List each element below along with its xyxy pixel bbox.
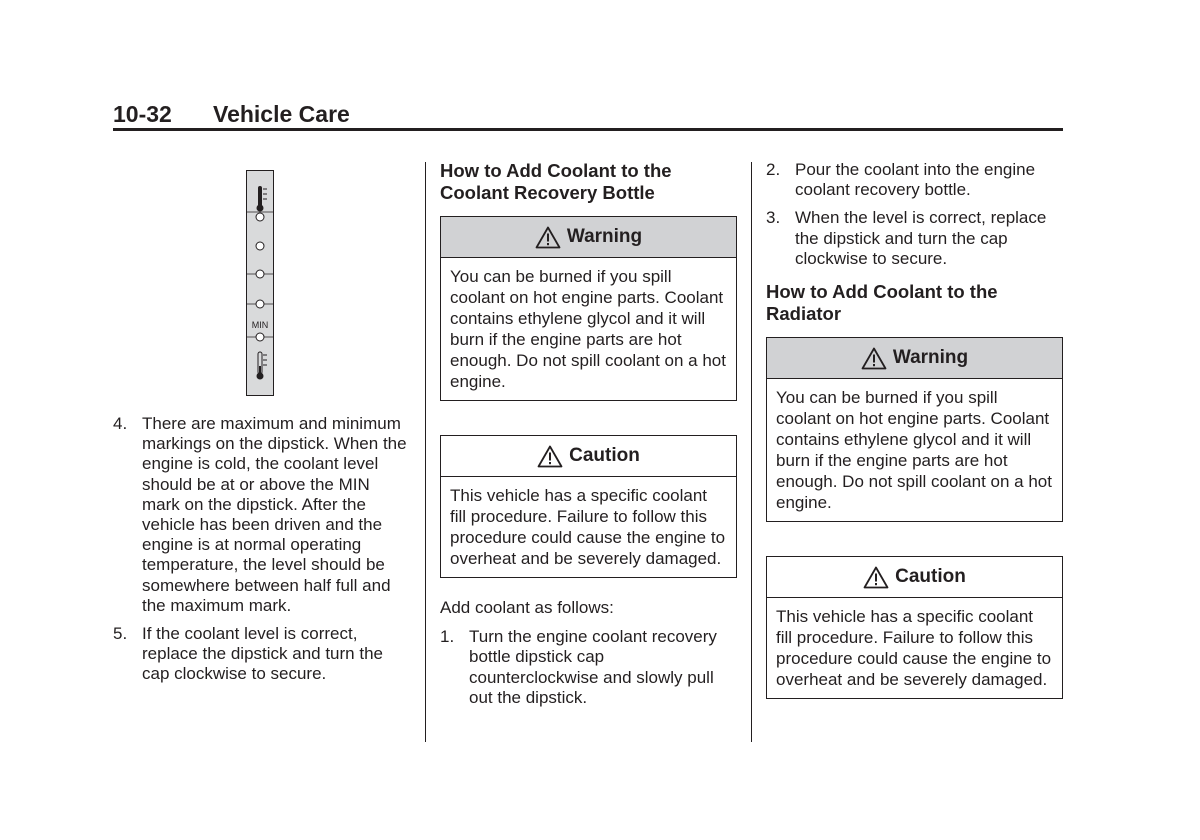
column-3 <box>766 160 1063 733</box>
warning-header <box>767 338 1062 379</box>
list-item-number: 1. <box>440 627 455 647</box>
caution-triangle-icon <box>863 566 889 589</box>
min-mark-label: MIN <box>251 320 269 330</box>
header-rule <box>113 128 1063 131</box>
warning-body: You can be burned if you spill coolant on hot engine parts. Coolant contains ethylene glycol and it will burn if the engine parts are hot enough. Do not spill coolant on a hot engine. <box>450 267 726 391</box>
dipstick-illustration <box>246 170 274 396</box>
column-2 <box>440 160 737 716</box>
steps-list-col1 <box>113 414 408 685</box>
caution-body: This vehicle has a specific coolant fill procedure. Failure to follow this procedure could cause the engine to overheat and be severely damaged. <box>776 607 1052 690</box>
list-item-text: Turn the engine coolant recovery bottle dipstick cap counterclockwise and slowly pull out the dipstick. <box>469 627 717 707</box>
caution-box <box>766 556 1063 699</box>
list-item-number: 4. <box>113 414 128 433</box>
warning-box <box>440 216 737 401</box>
section-title: Vehicle Care <box>213 101 350 127</box>
section-heading-recovery-bottle: How to Add Coolant to the Coolant Recovery Bottle <box>440 160 672 203</box>
list-item-text: Pour the coolant into the engine coolant recovery bottle. <box>795 160 1036 200</box>
warning-triangle-icon <box>861 347 887 370</box>
page-header <box>113 101 1063 131</box>
warning-title: Warning <box>892 347 969 369</box>
warning-triangle-icon <box>535 226 561 249</box>
column-divider-2 <box>751 162 752 742</box>
warning-box <box>766 337 1063 522</box>
list-item <box>440 627 737 708</box>
caution-header <box>767 557 1062 598</box>
list-item <box>113 624 408 685</box>
list-item <box>766 160 1063 200</box>
list-item-number: 5. <box>113 624 128 644</box>
caution-box <box>440 435 737 578</box>
warning-body: You can be burned if you spill coolant on hot engine parts. Coolant contains ethylene glycol and it will burn if the engine parts are hot enough. Do not spill coolant on a hot engine. <box>776 388 1052 513</box>
list-item <box>766 208 1063 269</box>
dipstick-figure <box>246 170 274 396</box>
list-item-text: There are maximum and minimum markings on the dipstick. When the engine is cold, the coolant level should be at or above the MIN mark on the dipstick. After the vehicle has been driven and the engine is at normal operating temperature, the level should be somewhere between half full and the maximum mark. <box>142 414 407 615</box>
list-item-number: 2. <box>766 160 781 179</box>
intro-text: Add coolant as follows: <box>440 598 614 617</box>
caution-title: Caution <box>895 566 966 588</box>
steps-list-col2 <box>440 627 737 708</box>
caution-header <box>441 436 736 477</box>
caution-title: Caution <box>569 445 640 466</box>
steps-list-col3 <box>766 160 1063 269</box>
page-number: 10-32 <box>113 101 172 127</box>
caution-triangle-icon <box>537 445 563 468</box>
column-1 <box>113 414 408 693</box>
warning-title: Warning <box>566 226 643 247</box>
column-divider-1 <box>425 162 426 742</box>
list-item-number: 3. <box>766 208 781 228</box>
warning-header <box>441 217 736 258</box>
list-item-text: If the coolant level is correct, replace the dipstick and turn the cap clockwise to secure. <box>142 624 383 684</box>
list-item <box>113 414 408 616</box>
list-item-text: When the level is correct, replace the dipstick and turn the cap clockwise to secure. <box>795 208 1047 268</box>
section-heading-radiator: How to Add Coolant to the Radiator <box>766 281 998 325</box>
caution-body: This vehicle has a specific coolant fill procedure. Failure to follow this procedure could cause the engine to overheat and be severely damaged. <box>450 486 726 568</box>
